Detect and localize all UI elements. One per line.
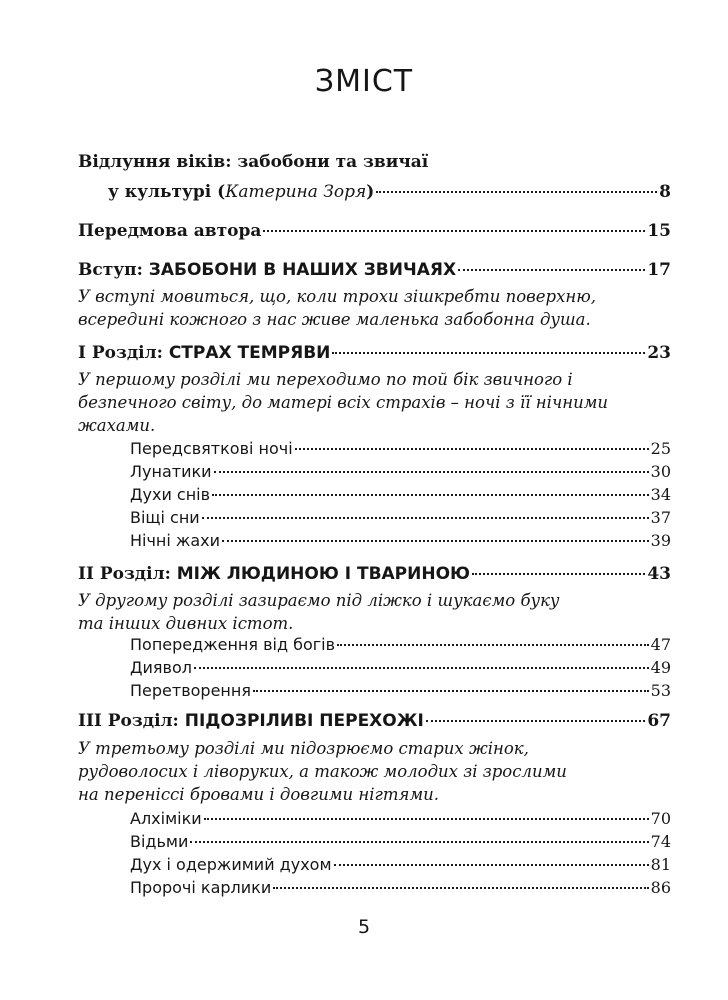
- toc-entry-label: III Розділ: ПІДОЗРІЛИВІ ПЕРЕХОЖІ: [78, 711, 424, 731]
- toc-entry-chapter-2[interactable]: [78, 563, 671, 585]
- dot-leader: [204, 818, 649, 820]
- toc-subentry[interactable]: Нічні жахи 39: [130, 531, 671, 550]
- section-description-line: всередині кожного з нас живе маленька забобонна душа.: [78, 310, 591, 329]
- section-description-line: та інших дивних істот.: [78, 614, 294, 633]
- toc-entry-page: 15: [647, 221, 671, 241]
- section-description-line: У другому розділі зазираємо під ліжко і шукаємо буку: [78, 591, 560, 610]
- section-description-line: на переніссі бровами і довгими нігтями.: [78, 785, 440, 804]
- toc-entry-chapter-1[interactable]: [78, 342, 671, 364]
- section-description-line: рудоволосих і ліворуких, а також молодих зі зрослими: [78, 762, 567, 781]
- section-description-line: жахами.: [78, 416, 156, 435]
- toc-entry-introduction[interactable]: [78, 259, 671, 281]
- toc-subentry[interactable]: Алхіміки 70: [130, 809, 671, 828]
- dot-leader: [253, 690, 649, 692]
- dot-leader: [334, 864, 649, 866]
- toc-entry-label: Передмова автора: [78, 221, 262, 241]
- toc-entry-label: Вступ: ЗАБОБОНИ В НАШИХ ЗВИЧАЯХ: [78, 260, 457, 280]
- toc-entry-intro[interactable]: [108, 181, 671, 203]
- dot-leader: [190, 841, 648, 843]
- toc-entry-page: 43: [647, 564, 671, 584]
- toc-entry-page: 8: [659, 182, 671, 202]
- toc-subentry[interactable]: Перетворення 53: [130, 681, 671, 700]
- dot-leader: [212, 494, 649, 496]
- dot-leader: [194, 667, 649, 669]
- toc-entry-label: I Розділ: СТРАХ ТЕМРЯВИ: [78, 343, 331, 363]
- toc-subentry[interactable]: Передсвяткові ночі 25: [130, 439, 671, 458]
- dot-leader: [426, 720, 645, 722]
- dot-leader: [376, 191, 657, 193]
- page-number: 5: [357, 916, 371, 938]
- toc-subentry[interactable]: Попередження від богів 47: [130, 635, 671, 654]
- page-title: ЗМІСТ: [314, 64, 414, 99]
- dot-leader: [295, 448, 649, 450]
- toc-entry-page: 17: [647, 260, 671, 280]
- dot-leader: [214, 471, 649, 473]
- toc-subentry[interactable]: Лунатики 30: [130, 462, 671, 481]
- toc-entry-label: II Розділ: МІЖ ЛЮДИНОЮ І ТВАРИНОЮ: [78, 564, 471, 584]
- toc-entry-page: 67: [647, 711, 671, 731]
- dot-leader: [263, 230, 645, 232]
- toc-subentry[interactable]: Диявол 49: [130, 658, 671, 677]
- dot-leader: [458, 269, 645, 271]
- toc-entry-chapter-3[interactable]: [78, 710, 671, 732]
- toc-entry-preface[interactable]: [78, 220, 671, 242]
- section-description-line: безпечного світу, до матері всіх страхів – ночі з її нічними: [78, 393, 609, 412]
- toc-subentry[interactable]: Віщі сни 37: [130, 508, 671, 527]
- toc-entry-label: у культурі (Катерина Зоря): [108, 182, 375, 202]
- toc-subentry[interactable]: Відьми 74: [130, 832, 671, 851]
- toc-entry-page: 23: [647, 343, 671, 363]
- section-description-line: У третьому розділі ми підозрюємо старих жінок,: [78, 739, 529, 758]
- dot-leader: [337, 644, 649, 646]
- toc-subentry[interactable]: Пророчі карлики 86: [130, 878, 671, 897]
- dot-leader: [332, 352, 645, 354]
- section-description-line: У вступі мовиться, що, коли трохи зішкребти поверхню,: [78, 287, 597, 306]
- intro-title-line1: Відлуння віків: забобони та звичаї: [78, 152, 429, 172]
- dot-leader: [202, 517, 649, 519]
- toc-subentry[interactable]: Духи снів 34: [130, 485, 671, 504]
- dot-leader: [273, 887, 648, 889]
- section-description-line: У першому розділі ми переходимо по той бік звичного і: [78, 370, 573, 389]
- dot-leader: [472, 573, 645, 575]
- toc-subentry[interactable]: Дух і одержимий духом 81: [130, 855, 671, 874]
- dot-leader: [222, 540, 649, 542]
